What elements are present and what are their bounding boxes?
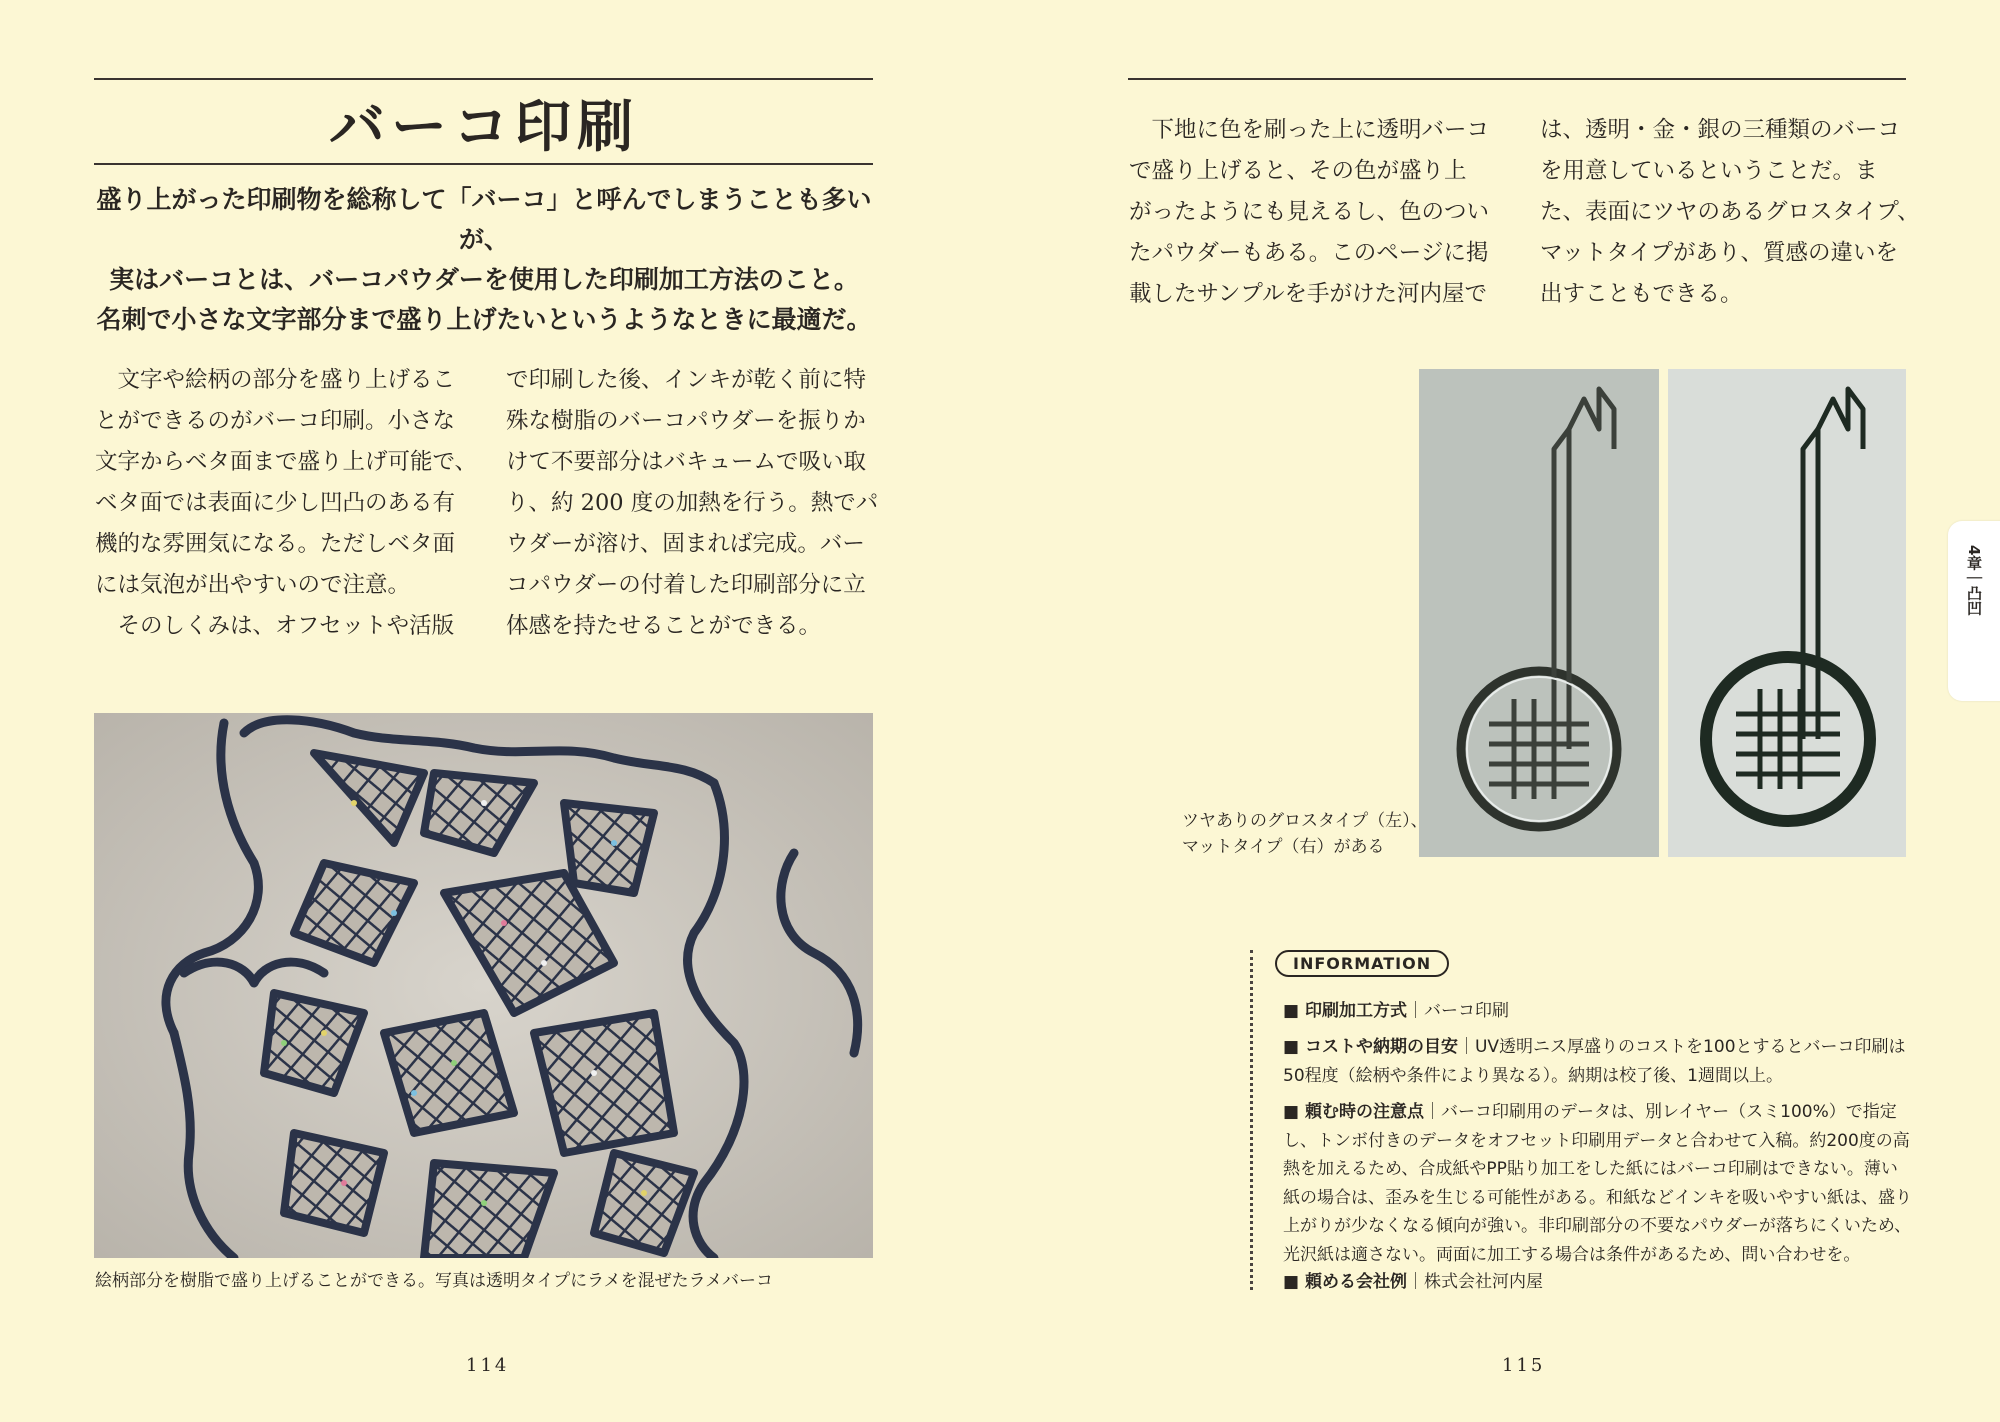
right-photo-caption — [1182, 808, 1428, 860]
info-item-cost — [1283, 1033, 1913, 1090]
information-badge: INFORMATION — [1275, 950, 1449, 977]
info-item-text: 株式会社河内屋 — [1423, 1272, 1543, 1292]
chapter-tab-label: 4章｜凸凹 — [1965, 545, 1983, 616]
info-item-label: ■ 印刷加工方式 — [1283, 1001, 1407, 1021]
info-item-sep: ｜ — [1406, 1272, 1424, 1292]
glitter-barco-illustration — [94, 713, 873, 1258]
info-dotted-rule — [1250, 950, 1253, 1290]
left-body-column-1: 文字や絵柄の部分を盛り上げるこ とができるのがバーコ印刷。小さな 文字からベタ面まで盛り上げ可能で、 ベタ面では表面に少し凹凸のある有 機的な雰囲気になる。ただしベタ面 には気泡が出やすいので注意。 そのしくみは、オフセットや活版 — [95, 367, 478, 639]
glitter-barco-photo — [94, 713, 873, 1258]
right-body-column-2: は、透明・金・銀の三種類のバーコ を用意しているということだ。ま た、表面にツヤのあるグロスタイプ、 マットタイプがあり、質感の違いを 出すこともできる。 — [1540, 117, 1920, 307]
info-item-label: ■ 頼む時の注意点 — [1283, 1102, 1424, 1122]
right-page-number: 115 — [1502, 1355, 1546, 1376]
info-item-sep: ｜ — [1423, 1102, 1441, 1122]
info-item-notes — [1283, 1098, 1913, 1269]
left-photo-caption: 絵柄部分を樹脂で盛り上げることができる。写真は透明タイプにラメを混ぜたラメバーコ — [95, 1271, 773, 1291]
right-top-rule — [1128, 78, 1906, 80]
lead-line: 名刺で小さな文字部分まで盛り上げたいというようなときに最適だ。 — [96, 305, 872, 334]
matte-note-illustration — [1668, 369, 1906, 857]
info-item-method — [1283, 997, 1913, 1026]
right-body-column-1: 下地に色を刷った上に透明バーコ で盛り上げると、その色が盛り上 がったようにも見えるし、色のつい たパウダーもある。このページに掲 載したサンプルを手がけた河内屋で — [1129, 117, 1490, 307]
gloss-note-illustration — [1419, 369, 1659, 857]
lead-line: 実はバーコとは、バーコパウダーを使用した印刷加工方法のこと。 — [109, 265, 859, 294]
info-item-sep: ｜ — [1457, 1037, 1475, 1057]
info-item-company — [1283, 1268, 1913, 1297]
info-item-label: ■ 頼める会社例 — [1283, 1272, 1407, 1292]
right-caption-line: ツヤありのグロスタイプ（左）、 — [1182, 811, 1428, 831]
right-caption-line: マットタイプ（右）がある — [1182, 837, 1385, 857]
lead-line: 盛り上がった印刷物を総称して「バーコ」と呼んでしまうことも多いが、 — [96, 185, 872, 254]
title-top-rule — [94, 78, 873, 80]
info-item-text: バーコ印刷 — [1423, 1001, 1509, 1021]
info-item-label: ■ コストや納期の目安 — [1283, 1037, 1458, 1057]
lead-paragraph — [95, 180, 873, 340]
chapter-tab[interactable] — [1948, 521, 2000, 701]
left-page-number: 114 — [466, 1355, 510, 1376]
info-item-text: UV透明ニス厚盛りのコストを100とするとバーコ印刷は50程度（絵柄や条件により異なる）。納期は校了後、1週間以上。 — [1283, 1037, 1906, 1086]
gloss-sample-photo — [1419, 369, 1659, 857]
info-item-sep: ｜ — [1406, 1001, 1424, 1021]
info-item-text: バーコ印刷用のデータは、別レイヤー（スミ100%）で指定し、トンボ付きのデータをオフセット印刷用データと合わせて入稿。約200度の高熱を加えるため、合成紙やPP貼り加工をした紙にはバーコ印刷はできない。薄い紙の場合は、歪みを生じる可能性がある。和紙などインキを吸いやすい紙は、盛り上がりが少なくなる傾向が強い。非印刷部分の不要なパウダーが落ちにくいため、光沢紙は適さない。両面に加工する場合は条件があるため、問い合わせを。 — [1283, 1102, 1912, 1265]
left-body-column-2: で印刷した後、インキが乾く前に特 殊な樹脂のバーコパウダーを振りか けて不要部分はバキュームで吸い取 り、約 200 度の加熱を行う。熱でパ ウダーが溶け、固まれば完成。バー コパウダーの付着した印刷部分に立 体感を持たせることができる。 — [506, 367, 879, 639]
matte-sample-photo — [1668, 369, 1906, 857]
title-bottom-rule — [94, 163, 873, 165]
page-title: バーコ印刷 — [329, 94, 639, 160]
